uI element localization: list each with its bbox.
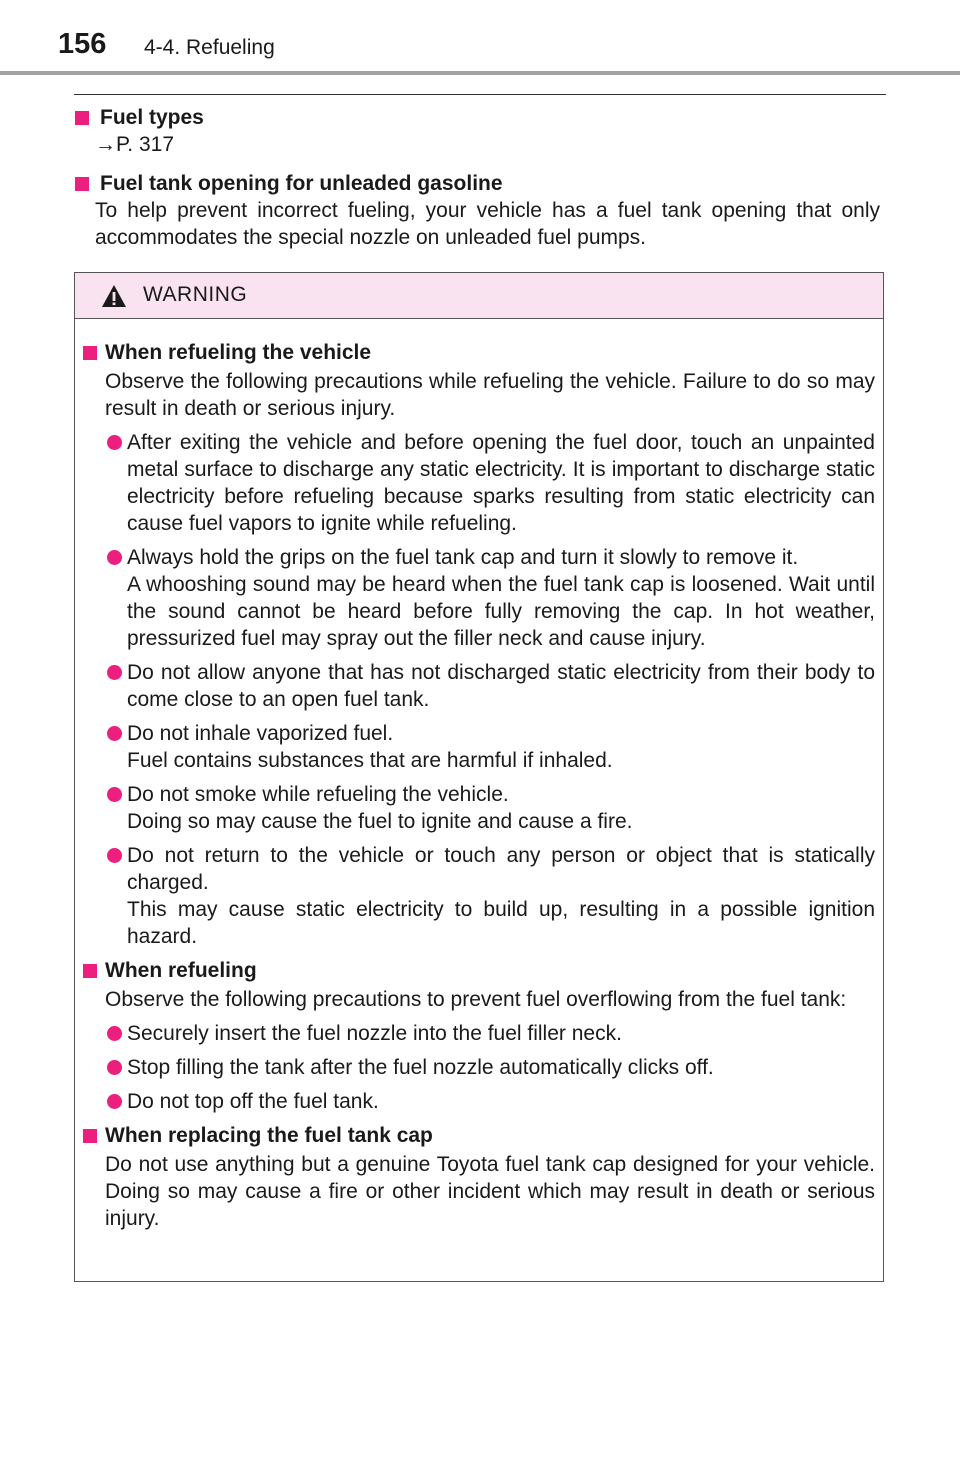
- bullet-text: A whooshing sound may be heard when the fuel tank cap is loosened. Wait until the sound cannot be heard before fully removing the cap. In hot weather, pressurized fuel may spray out the filler neck and cause injury.: [127, 573, 875, 650]
- list-item: [83, 659, 875, 713]
- list-item: [83, 544, 875, 652]
- heading-fuel-types: [74, 104, 880, 131]
- refueling-intro: Observe the following precautions to prevent fuel overflowing from the fuel tank:: [105, 988, 847, 1011]
- bullet-text: Stop filling the tank after the fuel nozzle automatically clicks off.: [127, 1056, 714, 1079]
- circle-bullet-icon: [107, 787, 122, 802]
- list-item: [83, 842, 875, 950]
- circle-bullet-icon: [107, 1026, 122, 1041]
- warning-label: WARNING: [143, 283, 248, 306]
- bullet-text: Do not allow anyone that has not discharged static electricity from their body to come close to an open fuel tank.: [127, 661, 875, 711]
- heading-fuel-tank-opening: [74, 170, 880, 197]
- heading-text: When refueling: [105, 959, 257, 982]
- page-number: 156: [58, 28, 107, 60]
- header-rule: [0, 71, 960, 75]
- heading-when-replacing-cap: [83, 1122, 875, 1149]
- section-title: 4-4. Refueling: [144, 36, 275, 59]
- bullet-text: This may cause static electricity to build up, resulting in a possible ignition hazard.: [127, 898, 875, 948]
- bullet-text: Do not inhale vaporized fuel.: [127, 722, 394, 745]
- heading-when-refueling-vehicle: [83, 339, 875, 366]
- circle-bullet-icon: [107, 435, 122, 450]
- heading-when-refueling: [83, 957, 875, 984]
- bullet-text: After exiting the vehicle and before opening the fuel door, touch an unpainted metal surface to discharge any static electricity. It is important to discharge static electricity before refueling because sparks resulting from static electricity can cause fuel vapors to ignite while refueling.: [127, 431, 875, 535]
- square-bullet-icon: [83, 1129, 97, 1143]
- warning-triangle-icon: [101, 284, 127, 308]
- warning-header: [75, 273, 883, 319]
- heading-text: When refueling the vehicle: [105, 341, 372, 364]
- square-bullet-icon: [75, 111, 89, 125]
- page-reference-link[interactable]: →P. 317: [95, 133, 175, 156]
- list-item: [83, 1088, 875, 1115]
- heading-text: Fuel types: [100, 106, 204, 129]
- content-top-rule: [74, 94, 886, 95]
- bullet-text: Fuel contains substances that are harmful if inhaled.: [127, 749, 613, 772]
- bullet-text: Doing so may cause the fuel to ignite and cause a fire.: [127, 810, 633, 833]
- heading-text: When replacing the fuel tank cap: [105, 1124, 433, 1147]
- bullet-text: Securely insert the fuel nozzle into the fuel filler neck.: [127, 1022, 622, 1045]
- bullet-text: Always hold the grips on the fuel tank cap and turn it slowly to remove it.: [127, 546, 799, 569]
- circle-bullet-icon: [107, 550, 122, 565]
- list-item: [83, 1020, 875, 1047]
- replacing-cap-text: Do not use anything but a genuine Toyota fuel tank cap designed for your vehicle. Doing so may cause a fire or other incident which may result in death or serious injury.: [105, 1153, 875, 1230]
- heading-text: Fuel tank opening for unleaded gasoline: [100, 172, 503, 195]
- fuel-tank-opening-text: To help prevent incorrect fueling, your vehicle has a fuel tank opening that only accommodates the special nozzle on unleaded fuel pumps.: [95, 199, 880, 249]
- warning-box: [74, 272, 884, 1282]
- bullet-text: Do not return to the vehicle or touch any person or object that is statically charged.: [127, 844, 875, 894]
- list-item: [83, 720, 875, 774]
- circle-bullet-icon: [107, 848, 122, 863]
- circle-bullet-icon: [107, 726, 122, 741]
- bullet-text: Do not smoke while refueling the vehicle.: [127, 783, 509, 806]
- circle-bullet-icon: [107, 1094, 122, 1109]
- circle-bullet-icon: [107, 665, 122, 680]
- list-item: [83, 1054, 875, 1081]
- intro-section: [74, 104, 880, 251]
- bullet-text: Do not top off the fuel tank.: [127, 1090, 379, 1113]
- square-bullet-icon: [75, 177, 89, 191]
- refueling-vehicle-intro: Observe the following precautions while refueling the vehicle. Failure to do so may result in death or serious injury.: [105, 370, 875, 420]
- list-item: [83, 429, 875, 537]
- warning-body: [75, 319, 883, 1232]
- circle-bullet-icon: [107, 1060, 122, 1075]
- list-item: [83, 781, 875, 835]
- square-bullet-icon: [83, 964, 97, 978]
- square-bullet-icon: [83, 346, 97, 360]
- page-header: [0, 0, 960, 76]
